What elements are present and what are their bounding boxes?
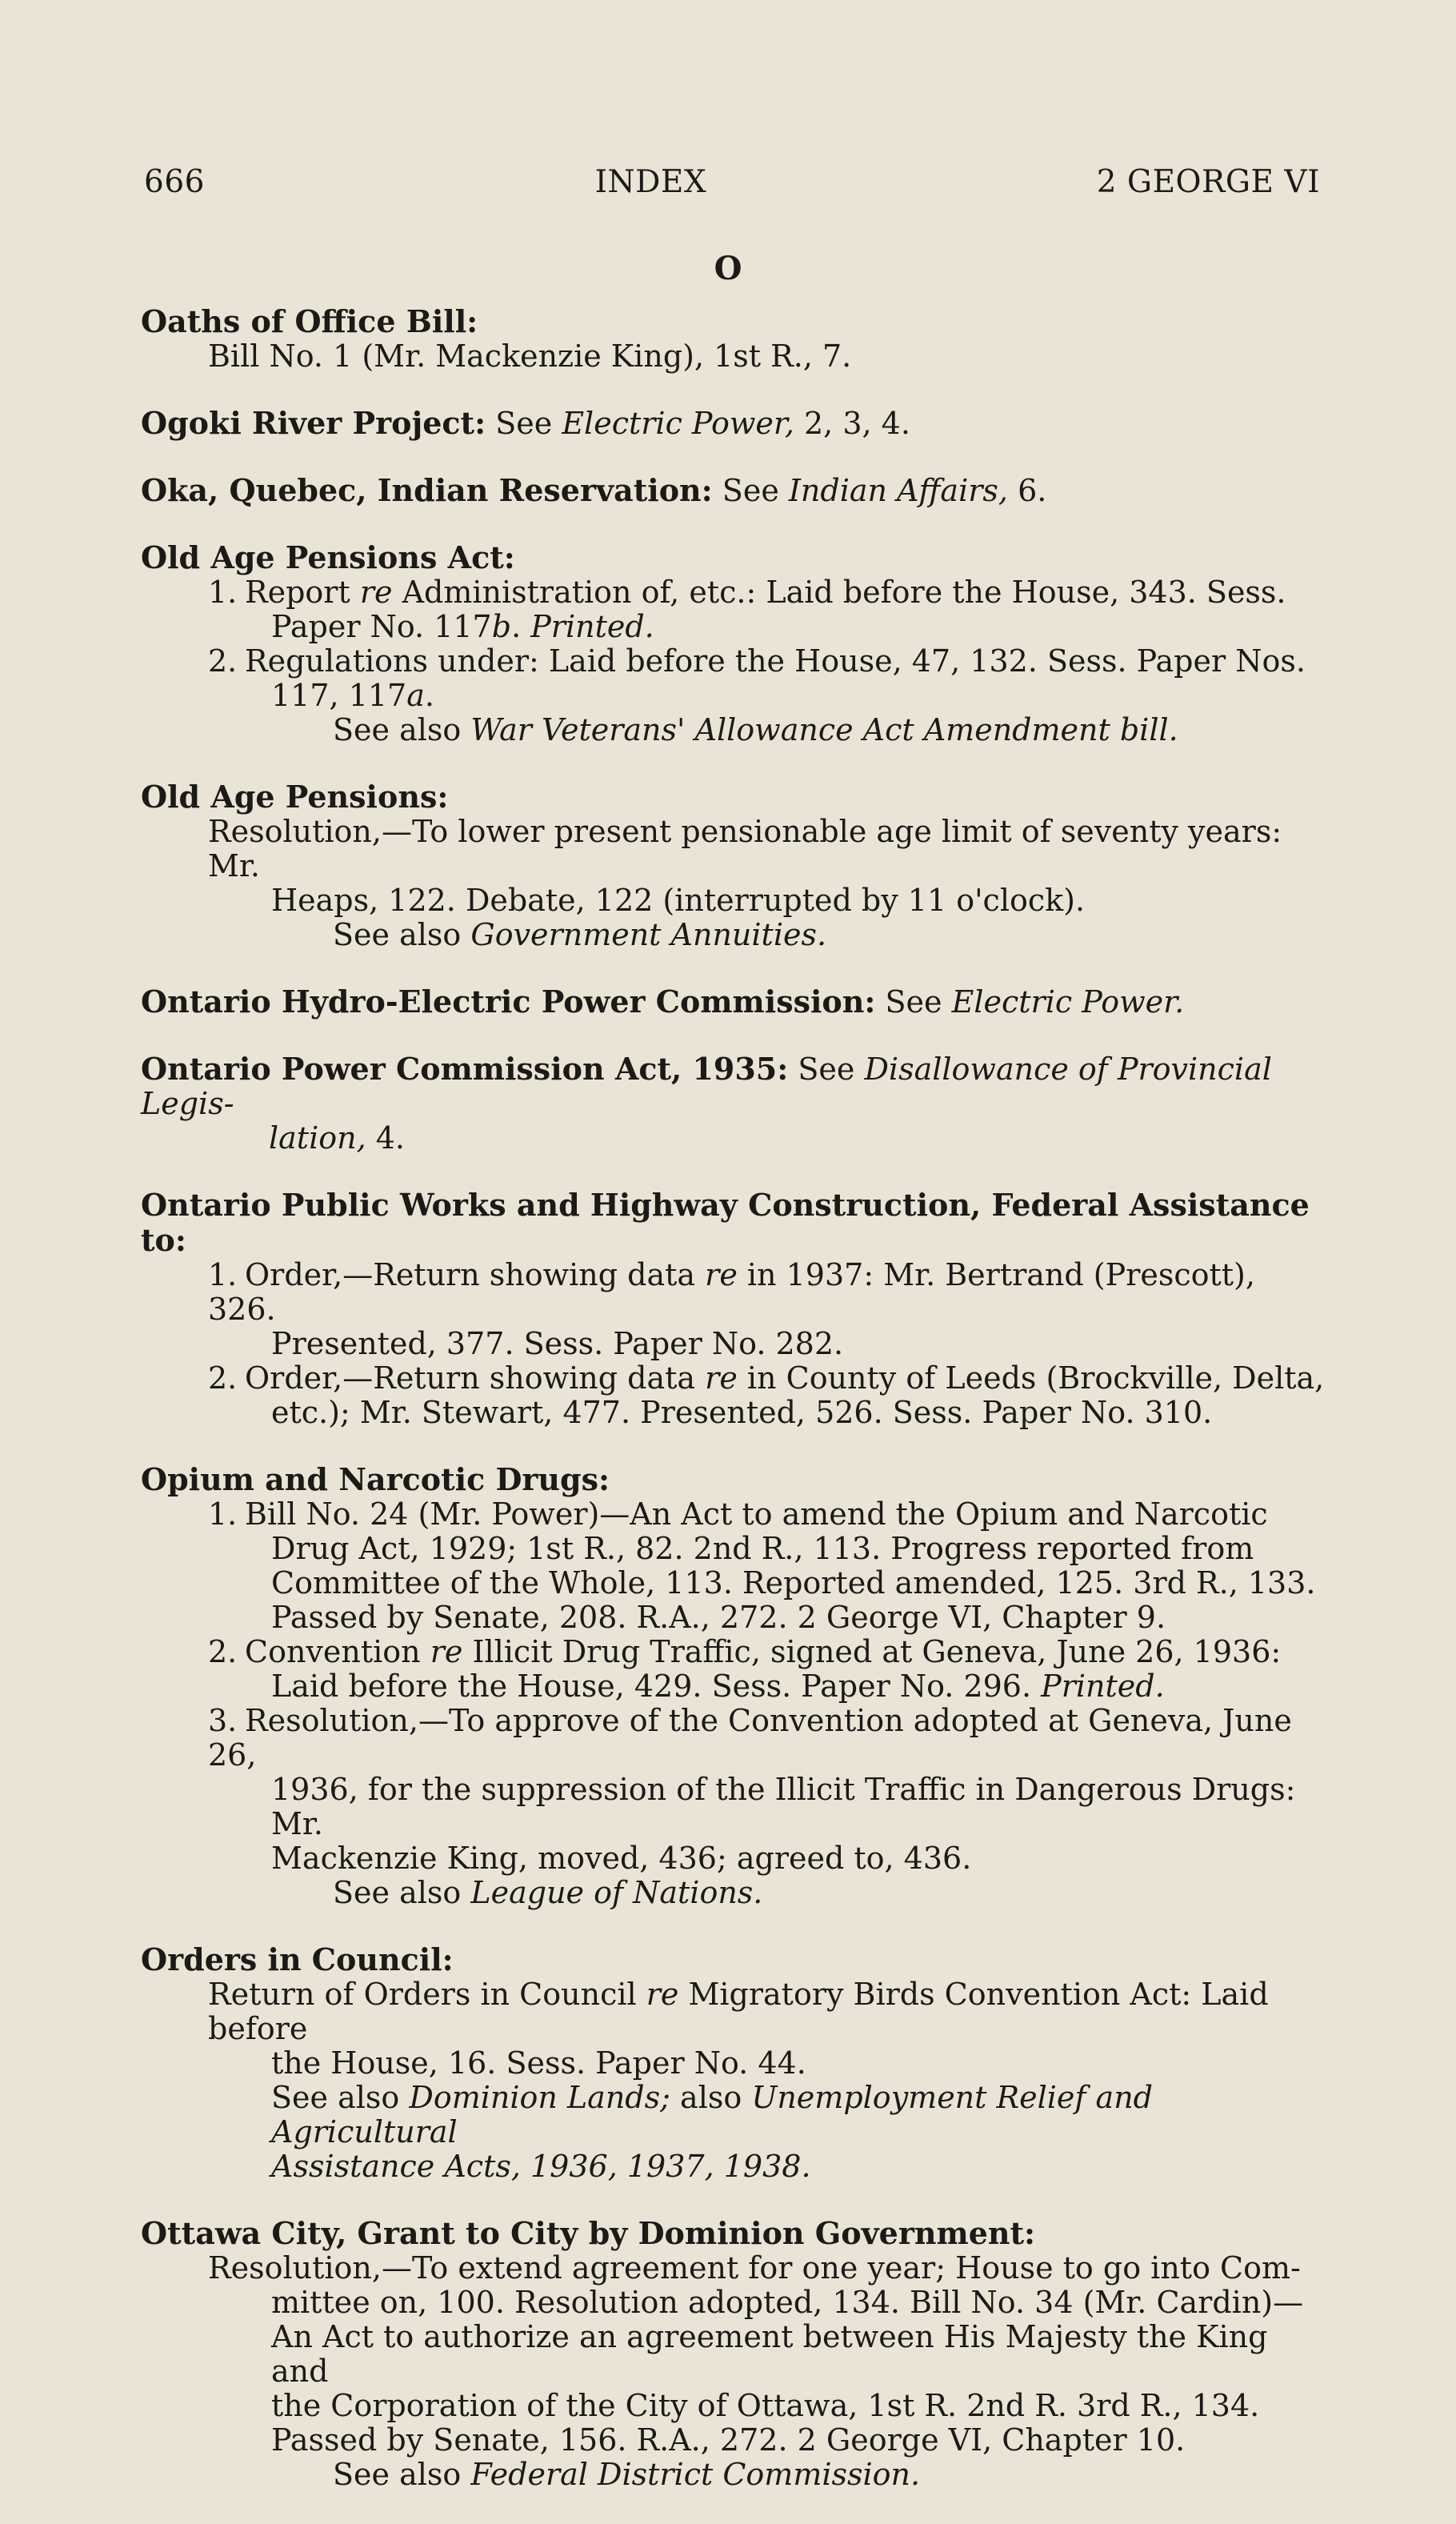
entry-line: Passed by Senate, 156. R.A., 272. 2 George VI, Chapter 10. [271, 2422, 1186, 2458]
list-item-continuation: etc.); Mr. Stewart, 477. Presented, 526. Sess. Paper No. 310. [271, 1395, 1213, 1430]
entry-opium-narcotic-drugs [141, 1462, 1325, 1910]
entry-text: Bill No. 24 (Mr. Power)—An Act to amend the Opium and Narcotic [245, 1496, 1268, 1532]
cross-reference: Electric Power, [562, 406, 794, 441]
entry-heading: Old Age Pensions Act: [141, 539, 515, 575]
entry-text: re [705, 1257, 738, 1292]
entry-text: Return of Orders in Council [208, 1977, 646, 2012]
see-also-continuation [141, 2149, 1325, 2184]
item-number: 1. [208, 1257, 238, 1292]
cross-reference: Government Annuities. [470, 917, 827, 952]
entry-heading: Orders in Council: [141, 1941, 454, 1977]
entry-text: a [406, 678, 425, 713]
entry-text: re [705, 1360, 738, 1396]
entry-text: in 1937: Mr. Bertrand (Prescott), 326. [208, 1257, 1255, 1327]
entry-text: re [430, 1634, 463, 1669]
list-item [141, 1704, 1325, 1773]
list-item [141, 1635, 1325, 1669]
item-number: 1. [208, 1496, 238, 1532]
entry-heading: Ontario Hydro-Electric Power Commission: [141, 984, 876, 1020]
see-also [141, 2458, 1325, 2492]
entry-text: Migratory Birds Convention Act: Laid before [208, 1977, 1269, 2046]
entry-heading: Ontario Power Commission Act, 1935: [141, 1051, 789, 1087]
item-number: 1. [208, 575, 238, 610]
entry-oka-quebec [141, 473, 1325, 508]
section-letter: O [714, 250, 742, 287]
entry-text: 6. [1007, 473, 1047, 508]
entry-text: Order,—Return showing data [245, 1257, 706, 1292]
entry-ontario-public-works [141, 1188, 1325, 1430]
entry-text: See also [333, 712, 471, 747]
entry-text: See [798, 1052, 865, 1087]
entry-text: Laid before the House, 429. Sess. Paper No. 296. [271, 1669, 1042, 1704]
page-number: 666 [144, 164, 205, 200]
running-head [144, 164, 1320, 200]
cross-reference: Disallowance of Provincial Legis- [141, 1052, 1272, 1121]
entry-ontario-hydro [141, 984, 1325, 1020]
entry-line: mittee on, 100. Resolution adopted, 134. Bill No. 34 (Mr. Cardin)— [271, 2285, 1304, 2320]
see-also [141, 1876, 1325, 1910]
entry-text: See [722, 473, 789, 508]
entry-oaths-of-office [141, 304, 1325, 374]
entry-heading: Ogoki River Project: [141, 405, 486, 441]
entry-heading: Ontario Public Works and Highway Construction, Federal Assistance to: [141, 1187, 1310, 1258]
entry-text: in County of Leeds (Brockville, Delta, [737, 1360, 1325, 1396]
entry-text: See [495, 406, 562, 441]
entry-text: 4. [366, 1120, 406, 1156]
entry-heading: Ottawa City, Grant to City by Dominion Government: [141, 2215, 1036, 2251]
list-item [141, 644, 1325, 679]
entry-text: See also [333, 2457, 471, 2492]
entry-line: Heaps, 122. Debate, 122 (interrupted by 11 o'clock). [271, 883, 1086, 918]
entry-text: See also [271, 2080, 410, 2115]
entry-text: Administration of, etc.: Laid before the House, 343. Sess. [392, 575, 1286, 610]
entry-ottawa-city [141, 2216, 1325, 2492]
entry-text: 117, 117 [271, 678, 407, 713]
printed-note: Printed. [530, 609, 654, 644]
entry-text: re [646, 1977, 679, 2012]
entry-text: . [511, 609, 531, 644]
list-item-continuation: Presented, 377. Sess. Paper No. 282. [271, 1326, 844, 1361]
item-number: 2. [208, 643, 238, 679]
entry-text: b [491, 609, 512, 644]
cross-reference: War Veterans' Allowance Act Amendment bill. [470, 712, 1178, 747]
entry-orders-in-council [141, 1942, 1325, 2184]
cross-reference: Electric Power. [951, 984, 1185, 1020]
page-title: INDEX [594, 164, 707, 200]
cross-reference: Unemployment Relief and Agricultural [271, 2080, 1153, 2149]
regnal-year: 2 GEORGE VI [1096, 164, 1320, 200]
entry-old-age-pensions [141, 779, 1325, 952]
cross-reference: League of Nations. [470, 1875, 763, 1910]
see-also [141, 713, 1325, 747]
item-number: 3. [208, 1703, 238, 1738]
list-item [141, 1258, 1325, 1327]
entry-text: Convention [245, 1634, 430, 1669]
entry-text: Resolution,—To approve of the Convention adopted at Geneva, June 26, [208, 1703, 1292, 1773]
entry-line: the Corporation of the City of Ottawa, 1st R. 2nd R. 3rd R., 134. [271, 2388, 1260, 2423]
entry-line [141, 1977, 1325, 2046]
entry-line: Bill No. 1 (Mr. Mackenzie King), 1st R., 7. [208, 339, 852, 374]
list-item-continuation [141, 679, 1325, 713]
item-number: 2. [208, 1634, 238, 1669]
entry-text: 2, 3, 4. [794, 406, 910, 441]
list-item [141, 1497, 1325, 1532]
entry-text: See also [333, 917, 471, 952]
index-entries [141, 304, 1325, 2524]
entry-text: also [670, 2080, 752, 2115]
cross-reference: Indian Affairs, [788, 473, 1008, 508]
entry-ogoki-river [141, 406, 1325, 441]
entry-text: Paper No. 117 [271, 609, 492, 644]
list-item-continuation: 1936, for the suppression of the Illicit Traffic in Dangerous Drugs: Mr. [271, 1772, 1296, 1841]
list-item-continuation: Drug Act, 1929; 1st R., 82. 2nd R., 113. Progress reported from [271, 1531, 1254, 1566]
entry-heading: Oka, Quebec, Indian Reservation: [141, 472, 713, 508]
entry-line: Resolution,—To lower present pensionable age limit of seventy years: Mr. [208, 814, 1282, 883]
list-item-continuation: Passed by Senate, 208. R.A., 272. 2 George VI, Chapter 9. [271, 1600, 1166, 1635]
cross-reference: lation, [269, 1120, 366, 1156]
see-also [141, 918, 1325, 952]
see-also [141, 2081, 1325, 2149]
cross-reference: Federal District Commission. [470, 2457, 921, 2492]
cross-reference: Assistance Acts, 1936, 1937, 1938. [271, 2149, 811, 2184]
printed-note: Printed. [1041, 1669, 1165, 1704]
entry-line [141, 1121, 1325, 1156]
entry-text: . [424, 678, 434, 713]
entry-text: Illicit Drug Traffic, signed at Geneva, June 26, 1936: [462, 1634, 1282, 1669]
entry-line: An Act to authorize an agreement between His Majesty the King and [271, 2319, 1268, 2389]
entry-text: Report [245, 575, 360, 610]
list-item-continuation [141, 1669, 1325, 1704]
entry-text: See also [333, 1875, 471, 1910]
entry-heading: Opium and Narcotic Drugs: [141, 1461, 610, 1497]
item-number: 2. [208, 1360, 238, 1396]
entry-heading: Old Age Pensions: [141, 779, 449, 815]
entry-text: See [885, 984, 952, 1020]
entry-old-age-pensions-act [141, 540, 1325, 747]
entry-heading: Oaths of Office Bill: [141, 303, 478, 339]
entry-text: Order,—Return showing data [245, 1360, 706, 1396]
entry-text: re [359, 575, 393, 610]
cross-reference: Dominion Lands; [409, 2080, 670, 2115]
list-item-continuation [141, 610, 1325, 644]
entry-line: the House, 16. Sess. Paper No. 44. [271, 2045, 806, 2081]
entry-line: Resolution,—To extend agreement for one year; House to go into Com- [208, 2250, 1301, 2286]
list-item [141, 1361, 1325, 1396]
entry-ontario-power-commission [141, 1052, 1325, 1156]
list-item-continuation: Committee of the Whole, 113. Reported amended, 125. 3rd R., 133. [271, 1565, 1316, 1601]
list-item [141, 575, 1325, 610]
list-item-continuation: Mackenzie King, moved, 436; agreed to, 436. [271, 1841, 972, 1876]
entry-text: Regulations under: Laid before the House, 47, 132. Sess. Paper Nos. [245, 643, 1306, 679]
